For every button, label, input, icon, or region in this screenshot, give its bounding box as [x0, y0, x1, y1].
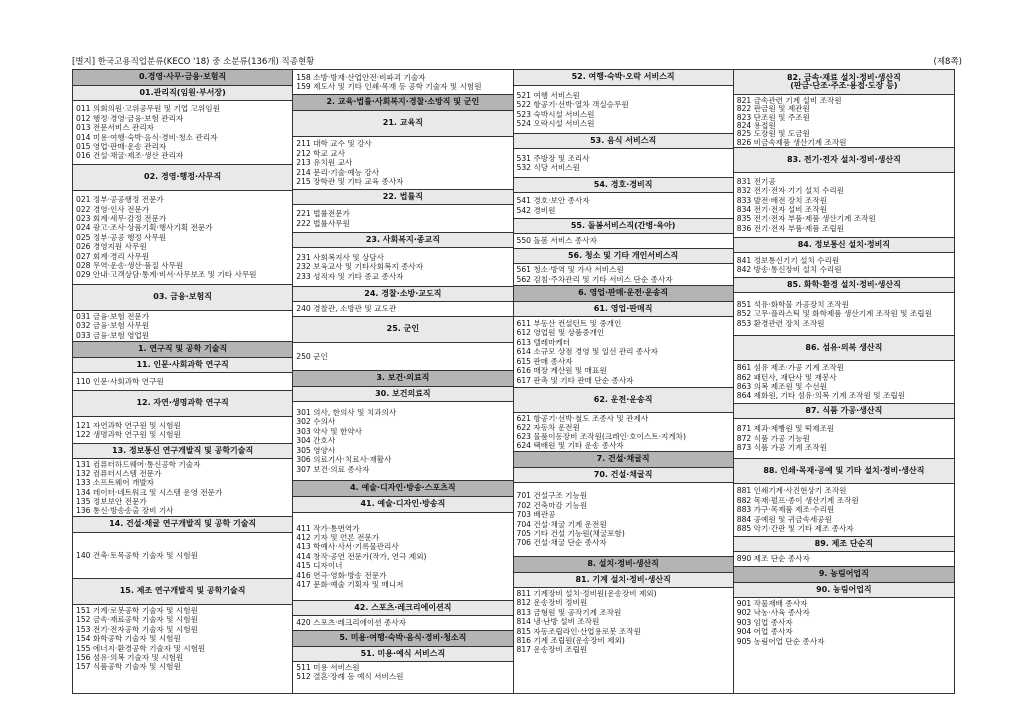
occupation-item: 414 창작·공연 전문가(작가, 연극 제외): [296, 551, 427, 561]
occupation-item: 824 용접원: [736, 121, 776, 130]
occupation-item: 615 판매 종사자: [516, 356, 573, 366]
occupation-item: 158 소방·방재·산업안전·비파괴 기술자: [296, 72, 426, 82]
occupation-item: 835 전기·전자 부품·제품 생산기계 조작원: [736, 214, 876, 224]
occupation-item: 702 건축마감 기능원: [516, 500, 588, 510]
category-block: [73, 285, 292, 342]
occupation-item: 890 제조 단순 종사자: [736, 554, 810, 564]
category-header: 90. 농림어업직: [734, 583, 954, 598]
occupation-item: 861 섬유 제조·가공 기계 조작원: [736, 363, 845, 373]
occupation-item: 011 의회의원·고위공무원 및 기업 고위임원: [76, 104, 220, 114]
category-block: [514, 134, 733, 178]
occupation-item: 622 자동차 운전원: [516, 423, 580, 432]
occupation-item: 881 인쇄기계·사진현상기 조작원: [736, 486, 847, 496]
category-header: 55. 돌봄서비스직(간병·육아): [514, 219, 733, 234]
occupation-item: 026 경영지원 사무원: [76, 242, 147, 252]
category-block: [514, 388, 733, 452]
occupation-list: [293, 662, 512, 693]
occupation-item: 025 정부·공공 행정 사무원: [76, 232, 167, 242]
occupation-item: 614 소규모 상점 경영 및 일선 관리 종사자: [516, 347, 658, 357]
occupation-list: [73, 417, 292, 443]
occupation-item: 703 배관공: [516, 510, 556, 520]
category-header: 86. 섬유·의복 생산직: [734, 336, 954, 361]
occupation-item: 561 청소·방역 및 가사 서비스원: [516, 265, 624, 275]
major-category-header: 0.경영·사무·금융·보험직: [73, 70, 292, 85]
category-block: [514, 302, 733, 388]
category-header: 22. 법률직: [293, 190, 512, 205]
category-block: [734, 459, 954, 537]
major-category-header: 9. 농림어업직: [734, 567, 954, 582]
major-category-block: [293, 631, 512, 647]
occupation-item: 871 제과·제빵원 및 떡제조원: [736, 424, 835, 434]
occupation-item: 864 제화원, 기타 섬유·의복 기계 조작원 및 조립원: [736, 391, 906, 401]
major-category-header: 2. 교육·법률·사회복지·경찰·소방직 및 군인: [293, 95, 512, 110]
occupation-list: [734, 253, 954, 277]
occupation-item: 826 비금속제품 생산기계 조작원: [736, 137, 847, 146]
major-category-header: 4. 예술·디자인·방송·스포츠직: [293, 481, 512, 496]
occupation-item: 901 작물재배 종사자: [736, 599, 808, 608]
category-header: 24. 경찰·소방·교도직: [293, 287, 512, 302]
occupation-item: 562 검침·주차관리 및 기타 서비스 단순 종사자: [516, 274, 673, 284]
occupation-list: [514, 588, 733, 693]
occupation-item: 616 매장 계산원 및 매표원: [516, 366, 607, 376]
occupation-item: 882 목재·펄프·종이 생산기계 조작원: [736, 495, 859, 505]
occupation-item: 531 주방장 및 조리사: [516, 153, 590, 163]
occupation-item: 872 식품 가공 기능원: [736, 433, 810, 443]
occupation-item: 222 법률사무원: [296, 218, 350, 228]
occupation-item: 624 택배원 및 기타 운송 종사자: [516, 441, 624, 450]
table-column: [514, 70, 734, 693]
occupation-item: 301 의사, 한의사 및 치과의사: [296, 408, 397, 418]
occupation-item: 233 성직자 및 기타 종교 종사자: [296, 271, 404, 281]
major-category-block: [514, 557, 733, 573]
category-block: [734, 238, 954, 278]
occupation-item: 613 텔레마케터: [516, 337, 571, 347]
category-header: 13. 정보통신 연구개발직 및 공학기술직: [73, 444, 292, 459]
occupation-item: 832 전기·전자 기기 설치 수리원: [736, 186, 845, 196]
occupation-item: 152 금속·재료공학 기술자 및 시험원: [76, 615, 198, 625]
major-category-header: 6. 영업·판매·운전·운송직: [514, 286, 733, 301]
occupation-item: 511 미용 서비스원: [296, 663, 360, 672]
category-block: [293, 233, 512, 287]
major-category-block: [73, 70, 292, 86]
occupation-list: [73, 373, 292, 390]
occupation-item: 884 공예원 및 귀금속세공원: [736, 514, 832, 524]
category-block: [293, 70, 512, 95]
occupation-item: 902 낙농·사육 종사자: [736, 608, 810, 618]
occupation-item: 704 건설·채굴 기계 운전원: [516, 519, 607, 529]
occupation-item: 022 경영·인사 전문가: [76, 204, 150, 214]
occupation-item: 215 장학관 및 기타 교육 종사자: [296, 177, 404, 187]
occupation-item: 416 연극·영화·방송 전문가: [296, 570, 387, 580]
category-block: [734, 537, 954, 567]
category-block: [293, 601, 512, 631]
occupation-item: 420 스포츠·레크리에이션 종사자: [296, 618, 407, 628]
table-column: [734, 70, 954, 693]
occupation-item: 705 기타 건설 기능원(채굴포함): [516, 528, 625, 538]
occupation-item: 136 통신·방송송출 장비 기사: [76, 505, 174, 515]
occupation-item: 413 학예사·사서·기록물관리사: [296, 542, 399, 552]
occupation-item: 617 판촉 및 기타 판매 단순 종사자: [516, 375, 634, 385]
category-header: 52. 여행·숙박·오락 서비스직: [514, 70, 733, 86]
category-block: [734, 404, 954, 459]
category-header: 14. 건설·채굴 연구개발직 및 공학 기술직: [73, 517, 292, 533]
category-block: [734, 583, 954, 693]
occupation-item: 612 영업원 및 상품중개인: [516, 328, 605, 338]
category-block: [293, 317, 512, 371]
major-category-block: [514, 286, 733, 302]
category-block: [73, 579, 292, 693]
occupation-list: [514, 483, 733, 556]
occupation-item: 821 금속관련 기계 설비 조작원: [736, 96, 842, 105]
occupation-list: [514, 86, 733, 133]
occupation-item: 151 기계·로봇공학 기술자 및 시험원: [76, 606, 198, 615]
occupation-list: [734, 419, 954, 458]
document-title: [별지] 한국고용직업분류(KECO '18) 중 소분류(136개) 직종현황: [72, 57, 315, 67]
occupation-item: 015 영업·판매·운송 관리자: [76, 141, 167, 151]
occupation-item: 523 숙박시설 서비스원: [516, 109, 595, 119]
occupation-list: [73, 191, 292, 284]
occupation-item: 122 생명과학 연구원 및 시험원: [76, 430, 181, 439]
occupation-item: 023 회계·세무·감정 전문가: [76, 213, 167, 223]
occupation-item: 512 결혼·장례 등 예식 서비스원: [296, 672, 404, 682]
occupation-list: [293, 70, 512, 94]
occupation-list: [293, 513, 512, 600]
occupation-item: 027 회계·경리 사무원: [76, 251, 150, 261]
occupation-item: 542 경비원: [516, 205, 556, 215]
occupation-item: 550 돌봄 서비스 종사자: [516, 236, 597, 246]
occupation-item: 823 단조원 및 주조원: [736, 112, 810, 121]
major-category-header: 8. 설치·정비·생산직: [514, 557, 733, 572]
occupation-item: 213 유치원 교사: [296, 158, 353, 168]
occupation-list: [293, 302, 512, 316]
category-block: [293, 190, 512, 233]
occupation-item: 885 악기·간판 및 기타 제조 종사자: [736, 524, 854, 534]
category-block: [514, 249, 733, 286]
major-category-header: 1. 연구직 및 공학 기술직: [73, 342, 292, 357]
document-header: [72, 55, 962, 69]
category-block: [293, 387, 512, 481]
category-header: 42. 스포츠·레크리에이션직: [293, 601, 512, 616]
page-number: (제8쪽): [933, 57, 962, 67]
occupation-item: 842 방송·통신장비 설치 수리원: [736, 265, 842, 274]
occupation-list: [734, 293, 954, 335]
occupation-item: 862 패턴사, 재단사 및 재봉사: [736, 372, 837, 382]
occupation-item: 412 기자 및 언론 전문가: [296, 532, 380, 542]
category-header: 88. 인쇄·목재·공예 및 기타 설치·정비·생산직: [734, 459, 954, 484]
occupation-item: 532 식당 서비스원: [516, 163, 580, 172]
category-header: 89. 제조 단순직: [734, 537, 954, 552]
occupation-list: [293, 137, 512, 189]
classification-table: [72, 69, 955, 694]
occupation-list: [734, 95, 954, 147]
occupation-item: 155 에너지·환경공학 기술자 및 시험원: [76, 643, 206, 653]
category-block: [734, 336, 954, 404]
category-header: 51. 미용·예식 서비스직: [293, 647, 512, 662]
occupation-item: 305 영양사: [296, 445, 336, 455]
category-block: [293, 287, 512, 317]
occupation-item: 028 무역·운송·생산·품질 사무원: [76, 261, 184, 271]
occupation-item: 831 전기공: [736, 176, 776, 186]
occupation-list: [73, 459, 292, 516]
occupation-list: [734, 361, 954, 403]
category-block: [734, 278, 954, 336]
occupation-item: 411 작가·통번역가: [296, 523, 360, 533]
occupation-item: 621 항공기·선박·철도 조종사 및 관제사: [516, 414, 649, 423]
occupation-item: 029 안내·고객상담·통계·비서·사무보조 및 기타 사무원: [76, 270, 257, 280]
occupation-item: 811 기계장비 설치·정비원(운송장비 제외): [516, 589, 657, 598]
category-block: [73, 444, 292, 517]
major-category-block: [293, 371, 512, 387]
category-header: 01.관리직(임원·부서장): [73, 86, 292, 101]
occupation-item: 307 보건·의료 종사자: [296, 464, 370, 474]
occupation-item: 157 식품공학 기술자 및 시험원: [76, 662, 181, 672]
occupation-item: 024 광고·조사·상품기획·행사기획 전문가: [76, 223, 213, 233]
occupation-list: [293, 205, 512, 232]
occupation-item: 836 전기·전자 부품·제품 조립원: [736, 223, 845, 233]
occupation-item: 304 간호사: [296, 436, 336, 446]
category-header: 82. 금속·재료 설치·정비·생산직 (판금·단조·주조·용접·도장 등): [734, 70, 954, 95]
occupation-item: 851 석유·화학물 가공장치 조작원: [736, 299, 849, 309]
major-category-block: [73, 342, 292, 358]
category-header: 30. 보건의료직: [293, 387, 512, 402]
occupation-item: 814 냉·난방 설비 조작원: [516, 617, 600, 627]
category-header: 62. 운전·운송직: [514, 388, 733, 413]
occupation-item: 841 정보통신기기 설치 수리원: [736, 255, 840, 265]
major-category-header: 5. 미용·여행·숙박·음식·경비·청소직: [293, 631, 512, 646]
occupation-item: 706 건설·채굴 단순 종사자: [516, 538, 607, 548]
occupation-item: 133 소프트웨어 개발자: [76, 478, 155, 488]
occupation-item: 822 판금원 및 제관원: [736, 104, 810, 113]
major-category-block: [514, 452, 733, 468]
occupation-item: 013 전문서비스 관리자: [76, 123, 155, 133]
occupation-list: [293, 248, 512, 286]
occupation-item: 014 미용·여행·숙박·음식·경비·청소 관리자: [76, 132, 218, 142]
occupation-list: [514, 413, 733, 451]
category-header: 87. 식품 가공·생산직: [734, 404, 954, 419]
category-header: 21. 교육직: [293, 111, 512, 137]
occupation-item: 303 약사 및 한약사: [296, 426, 362, 436]
occupation-list: [293, 402, 512, 480]
category-header: 56. 청소 및 기타 개인서비스직: [514, 249, 733, 264]
occupation-list: [734, 173, 954, 237]
major-category-block: [293, 95, 512, 111]
category-header: 54. 경호·경비직: [514, 178, 733, 193]
occupation-item: 815 자동조립라인·산업용로봇 조작원: [516, 626, 641, 636]
occupation-item: 154 화학공학 기술자 및 시험원: [76, 634, 181, 644]
occupation-list: [73, 311, 292, 341]
occupation-list: [734, 598, 954, 693]
occupation-item: 131 컴퓨터하드웨어·통신공학 기술자: [76, 459, 201, 469]
category-block: [734, 70, 954, 148]
occupation-item: 852 고무·플라스틱 및 화학제품 생산기계 조작원 및 조립원: [736, 309, 932, 319]
major-category-block: [734, 567, 954, 583]
occupation-item: 825 도장원 및 도금원: [736, 129, 810, 138]
occupation-item: 524 오락시설 서비스원: [516, 118, 595, 128]
occupation-item: 905 농림어업 단순 종사자: [736, 636, 825, 646]
category-block: [73, 358, 292, 391]
category-header: 53. 음식 서비스직: [514, 134, 733, 149]
category-block: [293, 497, 512, 601]
occupation-list: [73, 533, 292, 578]
occupation-item: 033 금융·보험 영업원: [76, 330, 150, 340]
category-header: 61. 영업·판매직: [514, 302, 733, 317]
occupation-item: 214 문리·기술·예능 강사: [296, 167, 380, 177]
occupation-list: [734, 484, 954, 536]
category-header: 70. 건설·채굴직: [514, 468, 733, 483]
occupation-item: 032 금융·보험 사무원: [76, 321, 150, 331]
category-header: 11. 인문·사회과학 연구직: [73, 358, 292, 373]
occupation-item: 813 금형원 및 공작기계 조작원: [516, 607, 622, 617]
occupation-item: 415 디자이너: [296, 561, 343, 571]
category-block: [73, 517, 292, 579]
occupation-list: [514, 149, 733, 177]
occupation-list: [293, 343, 512, 370]
occupation-item: 306 의료기사·치료사·재활사: [296, 455, 392, 465]
occupation-item: 834 전기·전자 설비 조작원: [736, 205, 827, 214]
category-header: 23. 사회복지·종교직: [293, 233, 512, 248]
occupation-item: 153 전기·전자공학 기술자 및 시험원: [76, 624, 198, 634]
major-category-header: 7. 건설·채굴직: [514, 452, 733, 467]
category-header: 83. 전기·전자 설치·정비·생산직: [734, 148, 954, 173]
occupation-list: [514, 234, 733, 248]
occupation-item: 521 여행 서비스원: [516, 90, 580, 100]
occupation-item: 135 정보보안 전문가: [76, 496, 147, 506]
category-header: 02. 경영·행정·사무직: [73, 165, 292, 191]
occupation-list: [514, 193, 733, 218]
occupation-item: 232 보육교사 및 기타사회복지 종사자: [296, 262, 424, 272]
occupation-item: 701 건설구조 기능원: [516, 491, 588, 501]
occupation-item: 817 운송장비 조립원: [516, 645, 588, 655]
category-block: [73, 165, 292, 285]
category-header: 15. 제조 연구개발직 및 공학기술직: [73, 579, 292, 605]
occupation-item: 417 문화·예술 기획자 및 매니저: [296, 580, 404, 590]
occupation-item: 250 군인: [296, 351, 328, 361]
occupation-item: 904 어업 종사자: [736, 627, 793, 637]
occupation-item: 121 자연과학 연구원 및 시험원: [76, 420, 181, 430]
occupation-item: 021 정부·공공행정 전문가: [76, 195, 164, 205]
table-column: [73, 70, 293, 693]
category-block: [734, 148, 954, 238]
category-block: [514, 70, 733, 134]
occupation-list: [514, 317, 733, 387]
occupation-item: 156 섬유·의복 기술자 및 시험원: [76, 653, 184, 663]
category-block: [73, 86, 292, 165]
category-block: [514, 468, 733, 557]
occupation-list: [73, 101, 292, 164]
category-header: 12. 자연·생명과학 연구직: [73, 391, 292, 417]
category-block: [514, 219, 733, 249]
category-header: 03. 금융·보험직: [73, 285, 292, 311]
category-block: [514, 178, 733, 219]
occupation-item: 231 사회복지사 및 상담사: [296, 252, 385, 262]
occupation-item: 134 데이터·네트워크 및 시스템 운영 전문가: [76, 487, 223, 497]
occupation-list: [73, 605, 292, 693]
occupation-item: 863 의복 제조원 및 수선원: [736, 382, 827, 391]
category-header: 84. 정보통신 설치·정비직: [734, 238, 954, 253]
occupation-item: 012 행정·경영·금융·보험 관리자: [76, 113, 184, 123]
occupation-item: 031 금융·보험 전문가: [76, 312, 150, 321]
occupation-list: [293, 616, 512, 630]
occupation-item: 853 환경관련 장치 조작원: [736, 318, 825, 328]
occupation-item: 240 경찰관, 소방관 및 교도관: [296, 304, 397, 314]
occupation-item: 140 건축·토목공학 기술자 및 시험원: [76, 550, 198, 560]
major-category-header: 3. 보건·의료직: [293, 371, 512, 386]
occupation-item: 873 식품 가공 기계 조작원: [736, 443, 827, 453]
category-block: [293, 111, 512, 190]
occupation-item: 302 수의사: [296, 417, 336, 427]
occupation-item: 816 기계 조립원(운송장비 제외): [516, 636, 625, 646]
occupation-item: 159 제도사 및 기타 인쇄·목재 등 공학 기술자 및 시험원: [296, 82, 482, 91]
occupation-item: 812 운송장비 정비원: [516, 598, 588, 608]
category-header: 81. 기계 설치·정비·생산직: [514, 573, 733, 588]
occupation-item: 611 부동산 컨설턴트 및 중개인: [516, 319, 622, 329]
occupation-item: 212 학교 교사: [296, 148, 345, 158]
occupation-list: [734, 552, 954, 566]
occupation-item: 110 인문·사회과학 연구원: [76, 376, 164, 386]
occupation-item: 211 대학 교수 및 강사: [296, 139, 372, 149]
category-header: 25. 군인: [293, 317, 512, 343]
occupation-item: 541 경호·보안 종사자: [516, 196, 590, 206]
category-block: [73, 391, 292, 444]
occupation-item: 623 물품이동장비 조작원(크레인·호이스트·지게차): [516, 432, 686, 441]
occupation-item: 833 발전·배전 장치 조작원: [736, 195, 827, 205]
category-block: [293, 647, 512, 693]
category-block: [514, 573, 733, 693]
major-category-block: [293, 481, 512, 497]
table-column: [293, 70, 513, 693]
occupation-item: 132 컴퓨터시스템 전문가: [76, 469, 162, 479]
category-header: 41. 예술·디자인·방송직: [293, 497, 512, 513]
occupation-item: 883 가구·목제품 제조·수리원: [736, 505, 835, 515]
category-header: 85. 화학·환경 설치·정비·생산직: [734, 278, 954, 293]
occupation-item: 903 임업 종사자: [736, 617, 793, 627]
occupation-item: 016 건설·채굴·제조·생산 관리자: [76, 151, 184, 161]
occupation-list: [514, 264, 733, 285]
occupation-item: 522 항공기·선박·열차 객실승무원: [516, 100, 629, 110]
occupation-item: 221 법률전문가: [296, 209, 350, 219]
